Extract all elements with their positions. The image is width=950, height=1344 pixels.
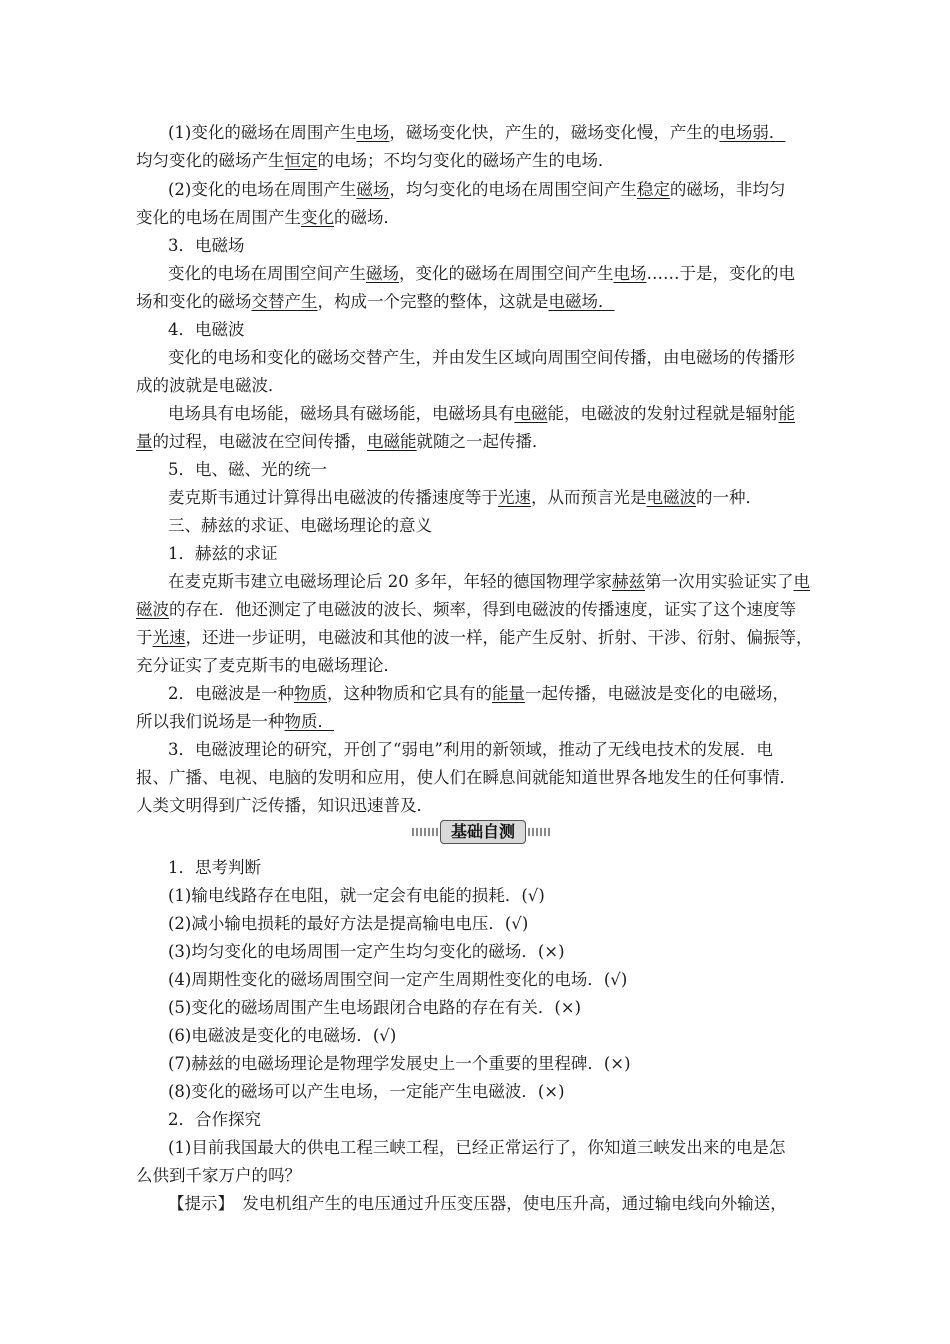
text-line bbox=[168, 1054, 631, 1074]
text-run: (2)变化的电场在周围产生 bbox=[168, 180, 357, 199]
text-run: 1．赫兹的求证 bbox=[168, 544, 278, 563]
text-line bbox=[168, 998, 581, 1018]
text-line bbox=[168, 740, 773, 760]
answer-blank-text: 电场 bbox=[613, 264, 647, 283]
text-line bbox=[136, 600, 796, 620]
answer-blank-text: 电场弱． bbox=[719, 123, 786, 142]
text-run: 变化的电场在周围产生 bbox=[136, 208, 301, 227]
text-run: 【提示】 发电机组产生的电压通过升压变压器，使电压升高，通过输电线向外输送， bbox=[168, 1194, 787, 1213]
text-run: 的存在．他还测定了电磁波的波长、频率，得到电磁波的传播速度，证实了这个速度等 bbox=[169, 600, 796, 619]
answer-blank-text: 能 bbox=[778, 404, 795, 423]
text-line bbox=[168, 264, 795, 284]
text-run: 4．电磁波 bbox=[168, 320, 245, 339]
answer-blank-text: 光速 bbox=[498, 488, 531, 507]
text-line bbox=[168, 886, 545, 906]
text-run: 2．电磁波是一种 bbox=[168, 684, 294, 703]
text-run: 麦克斯韦通过计算得出电磁波的传播速度等于 bbox=[168, 488, 498, 507]
text-run: 报、广播、电视、电脑的发明和应用，使人们在瞬息间就能知道世界各地发生的任何事情． bbox=[136, 768, 796, 787]
text-line bbox=[136, 208, 400, 228]
text-line bbox=[168, 970, 627, 990]
text-line bbox=[168, 1194, 787, 1214]
text-run: ，这种物质和它具有的 bbox=[327, 684, 492, 703]
answer-blank-text: 磁波 bbox=[136, 600, 169, 619]
text-run: (3)均匀变化的电场周围一定产生均匀变化的磁场．(×) bbox=[168, 942, 565, 961]
text-run: 的电场；不均匀变化的磁场产生的电场． bbox=[317, 151, 615, 170]
text-run: ，构成一个完整的整体，这就是 bbox=[317, 292, 549, 311]
text-line bbox=[168, 488, 762, 508]
text-line bbox=[168, 858, 261, 878]
text-line bbox=[168, 1026, 396, 1046]
text-line bbox=[168, 1082, 565, 1102]
answer-blank-text: 光速 bbox=[152, 628, 186, 647]
text-line bbox=[136, 292, 615, 312]
text-run: 充分证实了麦克斯韦的电磁场理论． bbox=[136, 656, 400, 675]
answer-blank-text: 赫兹 bbox=[612, 572, 645, 591]
text-line bbox=[136, 628, 813, 648]
text-run: (8)变化的磁场可以产生电场，一定能产生电磁波．(×) bbox=[168, 1082, 565, 1101]
text-run: 5．电、磁、光的统一 bbox=[168, 460, 327, 479]
text-run: 的一种． bbox=[696, 488, 762, 507]
answer-blank-text: 电磁 bbox=[514, 404, 548, 423]
answer-blank-text: 电磁场． bbox=[548, 292, 615, 311]
text-run: 就随之一起传播． bbox=[416, 432, 549, 451]
text-run: (1)变化的磁场在周围产生 bbox=[168, 123, 357, 142]
text-run: 在麦克斯韦建立电磁场理论后 20 多年，年轻的德国物理学家 bbox=[168, 572, 612, 591]
text-run: (7)赫兹的电磁场理论是物理学发展史上一个重要的里程碑．(×) bbox=[168, 1054, 631, 1073]
text-run: ，均匀变化的电场在周围空间产生 bbox=[389, 180, 637, 199]
text-run: 成的波就是电磁波． bbox=[136, 376, 285, 395]
text-run: 的磁场． bbox=[334, 208, 400, 227]
text-line bbox=[136, 796, 433, 816]
answer-blank-text: 磁场 bbox=[356, 180, 390, 199]
answer-blank-text: 交替产生 bbox=[251, 292, 318, 311]
text-line bbox=[168, 684, 789, 704]
answer-blank-text: 电场 bbox=[356, 123, 390, 142]
answer-blank-text: 变化 bbox=[301, 208, 334, 227]
text-run: 2．合作探究 bbox=[168, 1110, 261, 1129]
text-line bbox=[168, 123, 785, 143]
text-run: 变化的电场和变化的磁场交替产生，并由发生区域向周围空间传播，由电磁场的传播形 bbox=[168, 348, 795, 367]
text-line bbox=[168, 942, 565, 962]
text-run: ，磁场变化快，产生的，磁场变化慢，产生的 bbox=[389, 123, 720, 142]
text-run: 变化的电场在周围空间产生 bbox=[168, 264, 366, 283]
answer-blank-text: 电 bbox=[793, 572, 810, 591]
text-run: 么供到千家万户的吗？ bbox=[136, 1166, 301, 1185]
section-banner bbox=[412, 820, 550, 844]
text-line bbox=[136, 656, 400, 676]
text-run: 第一次用实验证实了 bbox=[645, 572, 794, 591]
text-run: (2)减小输电损耗的最好方法是提高输电电压．(√) bbox=[168, 914, 529, 933]
text-line bbox=[168, 404, 795, 424]
text-line bbox=[168, 348, 795, 368]
text-line bbox=[168, 1138, 785, 1158]
text-line bbox=[168, 914, 528, 934]
text-line bbox=[168, 572, 810, 592]
answer-blank-text: 物质 bbox=[294, 684, 327, 703]
text-run: 场和变化的磁场 bbox=[136, 292, 252, 311]
text-run: 3．电磁场 bbox=[168, 236, 245, 255]
text-run: 1．思考判断 bbox=[168, 858, 261, 877]
text-run: 电场具有电场能，磁场具有磁场能，电磁场具有 bbox=[168, 404, 515, 423]
answer-blank-text: 电磁波 bbox=[646, 488, 696, 507]
text-line bbox=[136, 376, 285, 396]
text-line bbox=[136, 432, 549, 452]
banner-left-ornament bbox=[412, 828, 440, 836]
text-run: (6)电磁波是变化的电磁场．(√) bbox=[168, 1026, 397, 1045]
text-line bbox=[168, 1110, 261, 1130]
text-run: 所以我们说场是一种 bbox=[136, 712, 285, 731]
text-line bbox=[136, 151, 615, 171]
text-run: (5)变化的磁场周围产生电场跟闭合电路的存在有关．(×) bbox=[168, 998, 582, 1017]
answer-blank-text: 电磁能 bbox=[367, 432, 417, 451]
text-run: (4)周期性变化的磁场周围空间一定产生周期性变化的电场．(√) bbox=[168, 970, 628, 989]
text-run: 均匀变化的磁场产生 bbox=[136, 151, 285, 170]
text-line bbox=[168, 236, 245, 256]
text-line bbox=[136, 712, 334, 732]
text-run: 于 bbox=[136, 628, 153, 647]
answer-blank-text: 量 bbox=[136, 432, 153, 451]
text-run: 能，电磁波的发射过程就是辐射 bbox=[547, 404, 779, 423]
answer-blank-text: 恒定 bbox=[284, 151, 318, 170]
text-run: ，变化的磁场在周围空间产生 bbox=[399, 264, 614, 283]
text-run: 人类文明得到广泛传播，知识迅速普及． bbox=[136, 796, 433, 815]
text-run: ，从而预言光是 bbox=[531, 488, 647, 507]
banner-right-ornament bbox=[524, 828, 550, 836]
text-run: 三、赫兹的求证、电磁场理论的意义 bbox=[168, 516, 432, 535]
answer-blank-text: 物质． bbox=[284, 712, 334, 731]
text-line bbox=[168, 516, 432, 536]
text-line bbox=[136, 1166, 301, 1186]
text-run: ，还进一步证明，电磁波和其他的波一样，能产生反射、折射、干涉、衍射、偏振等， bbox=[185, 628, 813, 647]
text-run: 一起传播，电磁波是变化的电磁场， bbox=[525, 684, 789, 703]
text-run: (1)目前我国最大的供电工程三峡工程，已经正常运行了，你知道三峡发出来的电是怎 bbox=[168, 1138, 786, 1157]
text-line bbox=[168, 544, 278, 564]
answer-blank-text: 能量 bbox=[492, 684, 525, 703]
text-line bbox=[168, 320, 245, 340]
text-run: 3．电磁波理论的研究，开创了“弱电”利用的新领域，推动了无线电技术的发展．电 bbox=[168, 740, 773, 759]
text-run: (1)输电线路存在电阻，就一定会有电能的损耗．(√) bbox=[168, 886, 545, 905]
text-run: ……于是，变化的电 bbox=[646, 264, 795, 283]
banner-title: 基础自测 bbox=[440, 820, 526, 844]
text-run: 的过程，电磁波在空间传播， bbox=[152, 432, 367, 451]
text-run: 的磁场，非均匀 bbox=[669, 180, 786, 199]
text-line bbox=[168, 460, 327, 480]
text-line bbox=[168, 180, 785, 200]
answer-blank-text: 磁场 bbox=[366, 264, 399, 283]
text-line bbox=[136, 768, 796, 788]
answer-blank-text: 稳定 bbox=[636, 180, 670, 199]
